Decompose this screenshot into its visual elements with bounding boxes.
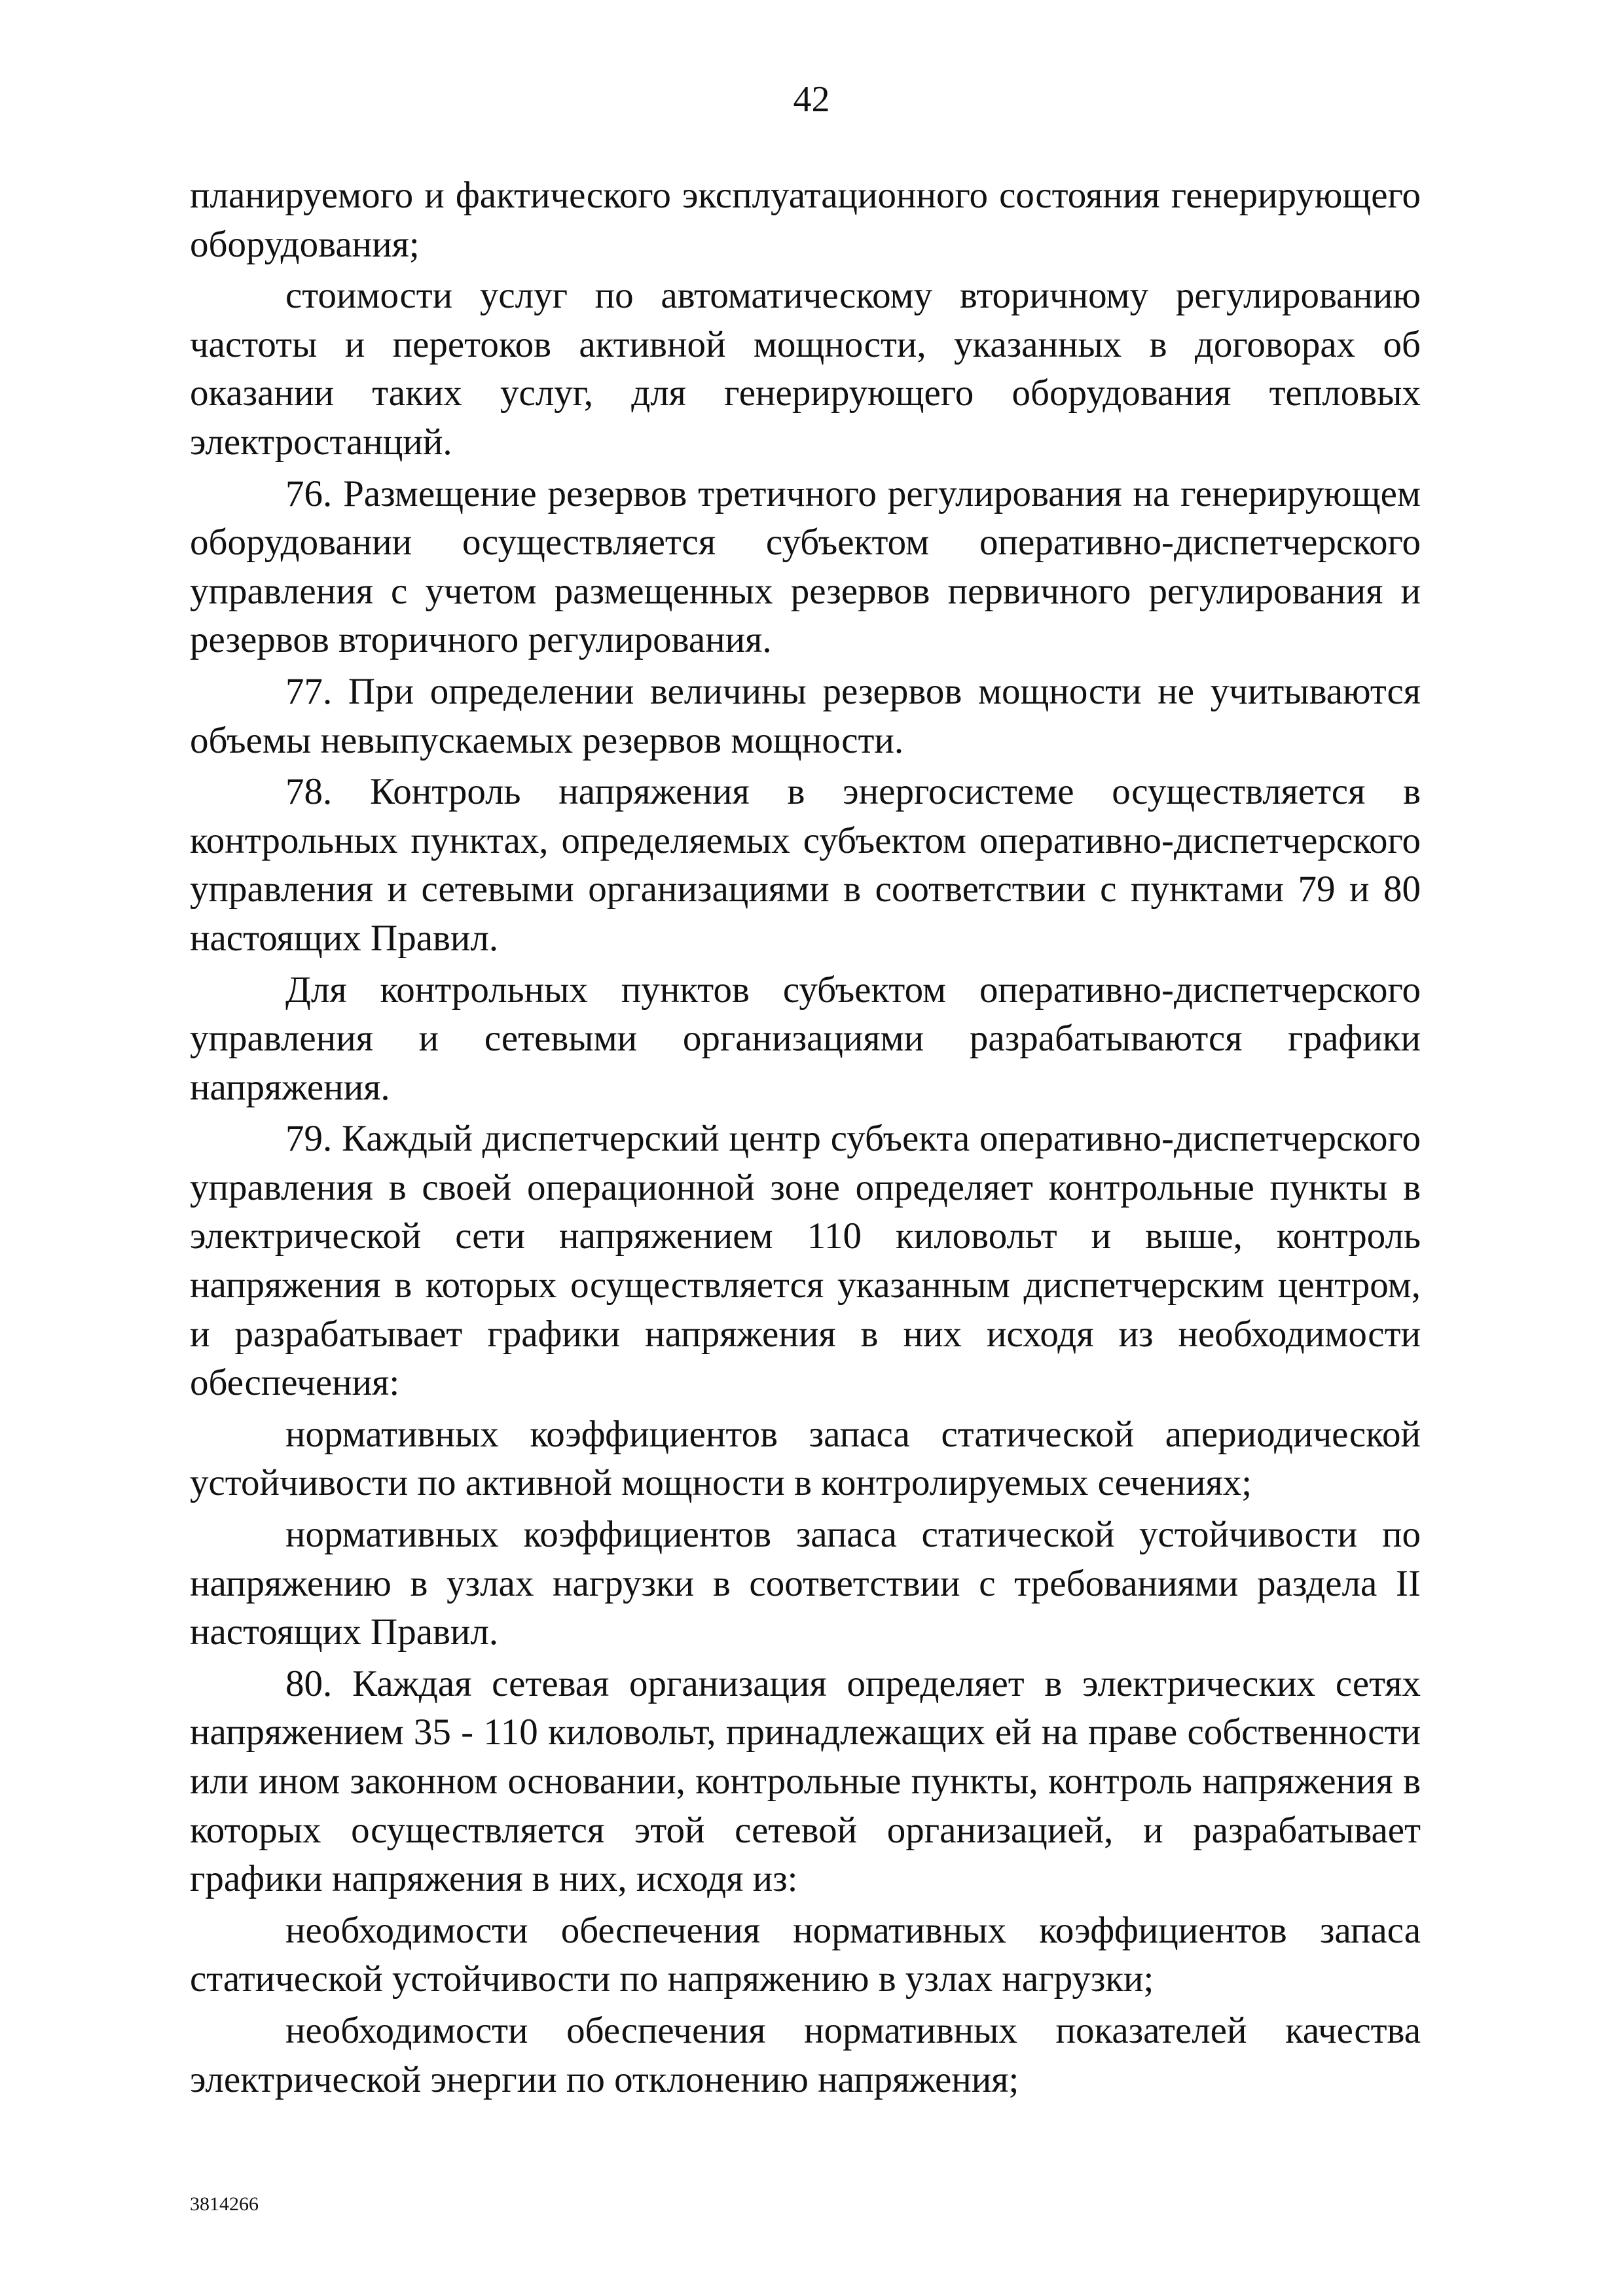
paragraph-clause-78: 78. Контроль напряжения в энергосистеме осуществляется в контрольных пунктах, определяемых субъектом оперативно-диспетчерского управления и сетевыми организациями в соответствии с пунктами 79 и 80 настоящих Правил. <box>190 771 1421 959</box>
paragraph-clause-80: 80. Каждая сетевая организация определяет в электрических сетях напряжением 35 - 110 киловольт, принадлежащих ей на праве собственности или ином законном основании, контрольные пункты, контроль напряжения в которых осуществляется этой сетевой организацией, и разрабатывает графики напряжения в них, исходя из: <box>190 1662 1421 1900</box>
paragraph: нормативных коэффициентов запаса статической апериодической устойчивости по активной мощности в контролируемых сечениях; <box>190 1413 1421 1504</box>
paragraph: стоимости услуг по автоматическому вторичному регулированию частоты и перетоков активной мощности, указанных в договорах об оказании таких услуг, для генерирующего оборудования тепловых электростанций. <box>190 275 1421 463</box>
paragraph: нормативных коэффициентов запаса статической устойчивости по напряжению в узлах нагрузки в соответствии с требованиями раздела II настоящих Правил. <box>190 1514 1421 1653</box>
paragraph: необходимости обеспечения нормативных коэффициентов запаса статической устойчивости по напряжению в узлах нагрузки; <box>190 1909 1421 2000</box>
page-number: 42 <box>793 79 830 120</box>
paragraph: необходимости обеспечения нормативных показателей качества электрической энергии по отклонению напряжения; <box>190 2009 1421 2100</box>
document-body <box>190 171 1421 2104</box>
paragraph-continuation: планируемого и фактического эксплуатационного состояния генерирующего оборудования; <box>190 175 1421 265</box>
paragraph-clause-76: 76. Размещение резервов третичного регулирования на генерирующем оборудовании осуществляется субъектом оперативно-диспетчерского управления с учетом размещенных резервов первичного регулирования и резервов вторичного регулирования. <box>190 473 1421 661</box>
paragraph-clause-79: 79. Каждый диспетчерский центр субъекта оперативно-диспетчерского управления в своей операционной зоне определяет контрольные пункты в электрической сети напряжением 110 киловольт и выше, контроль напряжения в которых осуществляется указанным диспетчерским центром, и разрабатывает графики напряжения в них исходя из необходимости обеспечения: <box>190 1118 1421 1404</box>
paragraph: Для контрольных пунктов субъектом оперативно-диспетчерского управления и сетевыми организациями разрабатываются графики напряжения. <box>190 969 1421 1108</box>
paragraph-clause-77: 77. При определении величины резервов мощности не учитываются объемы невыпускаемых резервов мощности. <box>190 670 1421 761</box>
document-code: 3814266 <box>190 2193 259 2215</box>
